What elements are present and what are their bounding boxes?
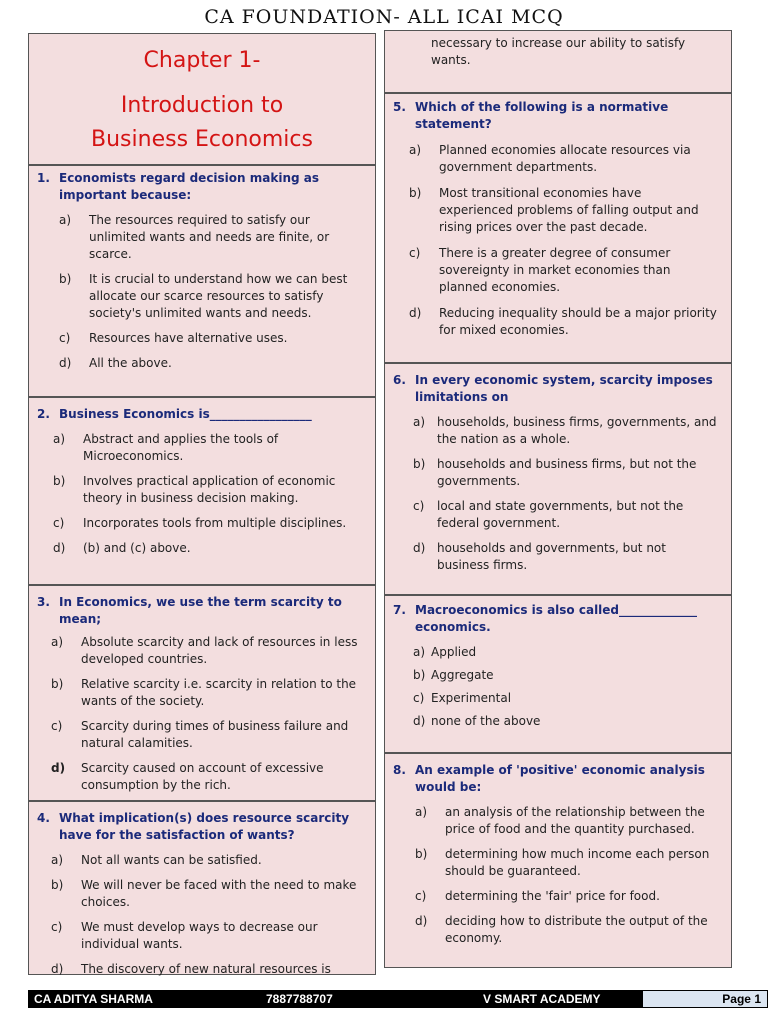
question-number: 2. [37, 407, 50, 421]
option-text: We must develop ways to decrease our individual wants. [81, 920, 318, 951]
option-text: Aggregate [431, 668, 494, 682]
option-text: Involves practical application of economic theory in business decision making. [83, 474, 336, 505]
option-text: Relative scarcity i.e. scarcity in relation to the wants of the society. [81, 677, 357, 708]
question-number: 6. [393, 373, 406, 387]
option-letter: d) [413, 714, 426, 728]
option-text: determining how much income each person should be guaranteed. [445, 847, 710, 878]
option-c [413, 690, 725, 707]
question-6 [393, 372, 725, 406]
option-letter: a) [415, 805, 428, 819]
chapter-number: Chapter 1- [143, 48, 261, 73]
option-c [51, 718, 369, 752]
question-box-3 [28, 585, 376, 801]
option-text: Abstract and applies the tools of Microeconomics. [83, 432, 279, 463]
option-text: none of the above [431, 714, 541, 728]
option-letter: c) [409, 246, 421, 260]
option-text: households and business firms, but not the governments. [437, 457, 697, 488]
option-d [53, 540, 369, 557]
option-d [59, 355, 369, 372]
footer-phone: 7887788707 [266, 992, 333, 1006]
option-text: deciding how to distribute the output of the economy. [445, 914, 708, 945]
option-text: Resources have alternative uses. [89, 331, 288, 345]
option-letter: b) [413, 668, 426, 682]
option-letter: d) [409, 306, 422, 320]
question-number: 3. [37, 595, 50, 609]
option-d [51, 961, 369, 978]
question-box-5 [384, 93, 732, 363]
option-letter: a) [413, 415, 426, 429]
option-a [53, 431, 369, 465]
option-b [413, 667, 725, 684]
question-number: 8. [393, 763, 406, 777]
question-7 [393, 602, 725, 636]
option-b [415, 846, 725, 880]
option-letter: c) [53, 516, 65, 530]
option-text: (b) and (c) above. [83, 541, 191, 555]
option-letter: a) [413, 645, 426, 659]
option-a [59, 212, 369, 263]
chapter-title-line2: Business Economics [91, 127, 313, 152]
option-d [415, 913, 725, 947]
option-c [413, 498, 725, 532]
option-letter: b) [51, 878, 64, 892]
question-text: An example of 'positive' economic analysis would be: [415, 763, 705, 794]
option-c [59, 330, 369, 347]
question-3 [37, 594, 369, 628]
page-footer [28, 990, 761, 1008]
option-text: All the above. [89, 356, 172, 370]
option-text: Not all wants can be satisfied. [81, 853, 262, 867]
option-letter: d) [415, 914, 428, 928]
option-letter: c) [413, 691, 425, 705]
footer-author: CA ADITYA SHARMA [34, 992, 153, 1006]
option-letter: a) [59, 213, 72, 227]
option-text: households and governments, but not business firms. [437, 541, 666, 572]
question-2 [37, 406, 369, 423]
option-text: determining the 'fair' price for food. [445, 889, 660, 903]
option-text: local and state governments, but not the federal government. [437, 499, 684, 530]
option-text: The discovery of new natural resources is [81, 962, 331, 976]
option-text: It is crucial to understand how we can best allocate our scarce resources to satisfy society's unlimited wants and needs. [89, 272, 348, 320]
option-letter: c) [51, 719, 63, 733]
option-letter: b) [409, 186, 422, 200]
option-letter: d) [51, 761, 66, 775]
option-a [409, 142, 725, 176]
option-d [51, 760, 369, 794]
option-a [413, 644, 725, 661]
question-text: Macroeconomics is also called_____________ economics. [415, 603, 698, 634]
question-8 [393, 762, 725, 796]
question-box-6 [384, 363, 732, 595]
option-b [51, 877, 369, 911]
chapter-title-box [28, 33, 376, 165]
option-letter: b) [59, 272, 72, 286]
option-letter: a) [409, 143, 422, 157]
option-text: The resources required to satisfy our unlimited wants and needs are finite, or scarce. [89, 213, 330, 261]
question-box-7 [384, 595, 732, 753]
question-box-1 [28, 165, 376, 397]
option-letter: c) [415, 889, 427, 903]
question-box-8 [384, 753, 732, 968]
question-number: 4. [37, 811, 50, 825]
option-letter: d) [51, 962, 64, 976]
option-letter: c) [59, 331, 71, 345]
question-number: 1. [37, 171, 50, 185]
chapter-title-line1: Introduction to [120, 93, 284, 118]
question-number: 7. [393, 603, 406, 617]
option-text: Scarcity during times of business failure and natural calamities. [81, 719, 349, 750]
option-b [53, 473, 369, 507]
option-b [409, 185, 725, 236]
option-c [51, 919, 369, 953]
option-letter: d) [53, 541, 66, 555]
option-text: Scarcity caused on account of excessive consumption by the rich. [81, 761, 324, 792]
footer-academy: V SMART ACADEMY [483, 992, 601, 1006]
option-text: Planned economies allocate resources via government departments. [439, 143, 691, 174]
page-header: CA FOUNDATION- ALL ICAI MCQ [204, 6, 564, 28]
question-number: 5. [393, 100, 406, 114]
question-1 [37, 170, 369, 204]
option-b [413, 456, 725, 490]
option-a [415, 804, 725, 838]
question-text: Business Economics is_________________ [59, 407, 312, 421]
question-text: Which of the following is a normative statement? [415, 100, 669, 131]
option-c [53, 515, 369, 532]
question-text: What implication(s) does resource scarcity have for the satisfaction of wants? [59, 811, 350, 842]
question-box-2 [28, 397, 376, 585]
question-4-continued-text: necessary to increase our ability to satisfy wants. [431, 36, 686, 67]
option-text: households, business firms, governments, and the nation as a whole. [437, 415, 717, 446]
question-4-continued-box [384, 30, 732, 93]
option-letter: b) [53, 474, 66, 488]
option-letter: b) [413, 457, 426, 471]
option-letter: c) [413, 499, 425, 513]
option-text: There is a greater degree of consumer sovereignty in market economies than planned economies. [439, 246, 671, 294]
option-a [413, 414, 725, 448]
option-text: We will never be faced with the need to make choices. [81, 878, 357, 909]
option-a [51, 634, 369, 668]
question-box-4 [28, 801, 376, 975]
question-text: In every economic system, scarcity imposes limitations on [415, 373, 713, 404]
option-letter: b) [415, 847, 428, 861]
option-b [59, 271, 369, 322]
option-a [51, 852, 369, 869]
option-d [413, 713, 725, 730]
option-letter: b) [51, 677, 64, 691]
option-text: Reducing inequality should be a major priority for mixed economies. [439, 306, 717, 337]
option-text: Absolute scarcity and lack of resources in less developed countries. [81, 635, 358, 666]
option-d [413, 540, 725, 574]
option-d [409, 305, 725, 339]
option-c [415, 888, 725, 905]
option-c [409, 245, 725, 296]
question-4 [37, 810, 369, 844]
option-b [51, 676, 369, 710]
option-letter: d) [59, 356, 72, 370]
option-text: Most transitional economies have experienced problems of falling output and rising prices over the past decade. [439, 186, 699, 234]
question-5 [393, 99, 725, 133]
option-text: Incorporates tools from multiple disciplines. [83, 516, 347, 530]
option-letter: a) [53, 432, 66, 446]
option-letter: a) [51, 853, 64, 867]
option-letter: d) [413, 541, 426, 555]
option-text: an analysis of the relationship between the price of food and the quantity purchased. [445, 805, 705, 836]
question-text: In Economics, we use the term scarcity to mean; [59, 595, 342, 626]
option-letter: c) [51, 920, 63, 934]
option-text: Experimental [431, 691, 512, 705]
page-number: Page 1 [642, 990, 768, 1008]
question-text: Economists regard decision making as important because: [59, 171, 320, 202]
option-letter: a) [51, 635, 64, 649]
option-text: Applied [431, 645, 477, 659]
